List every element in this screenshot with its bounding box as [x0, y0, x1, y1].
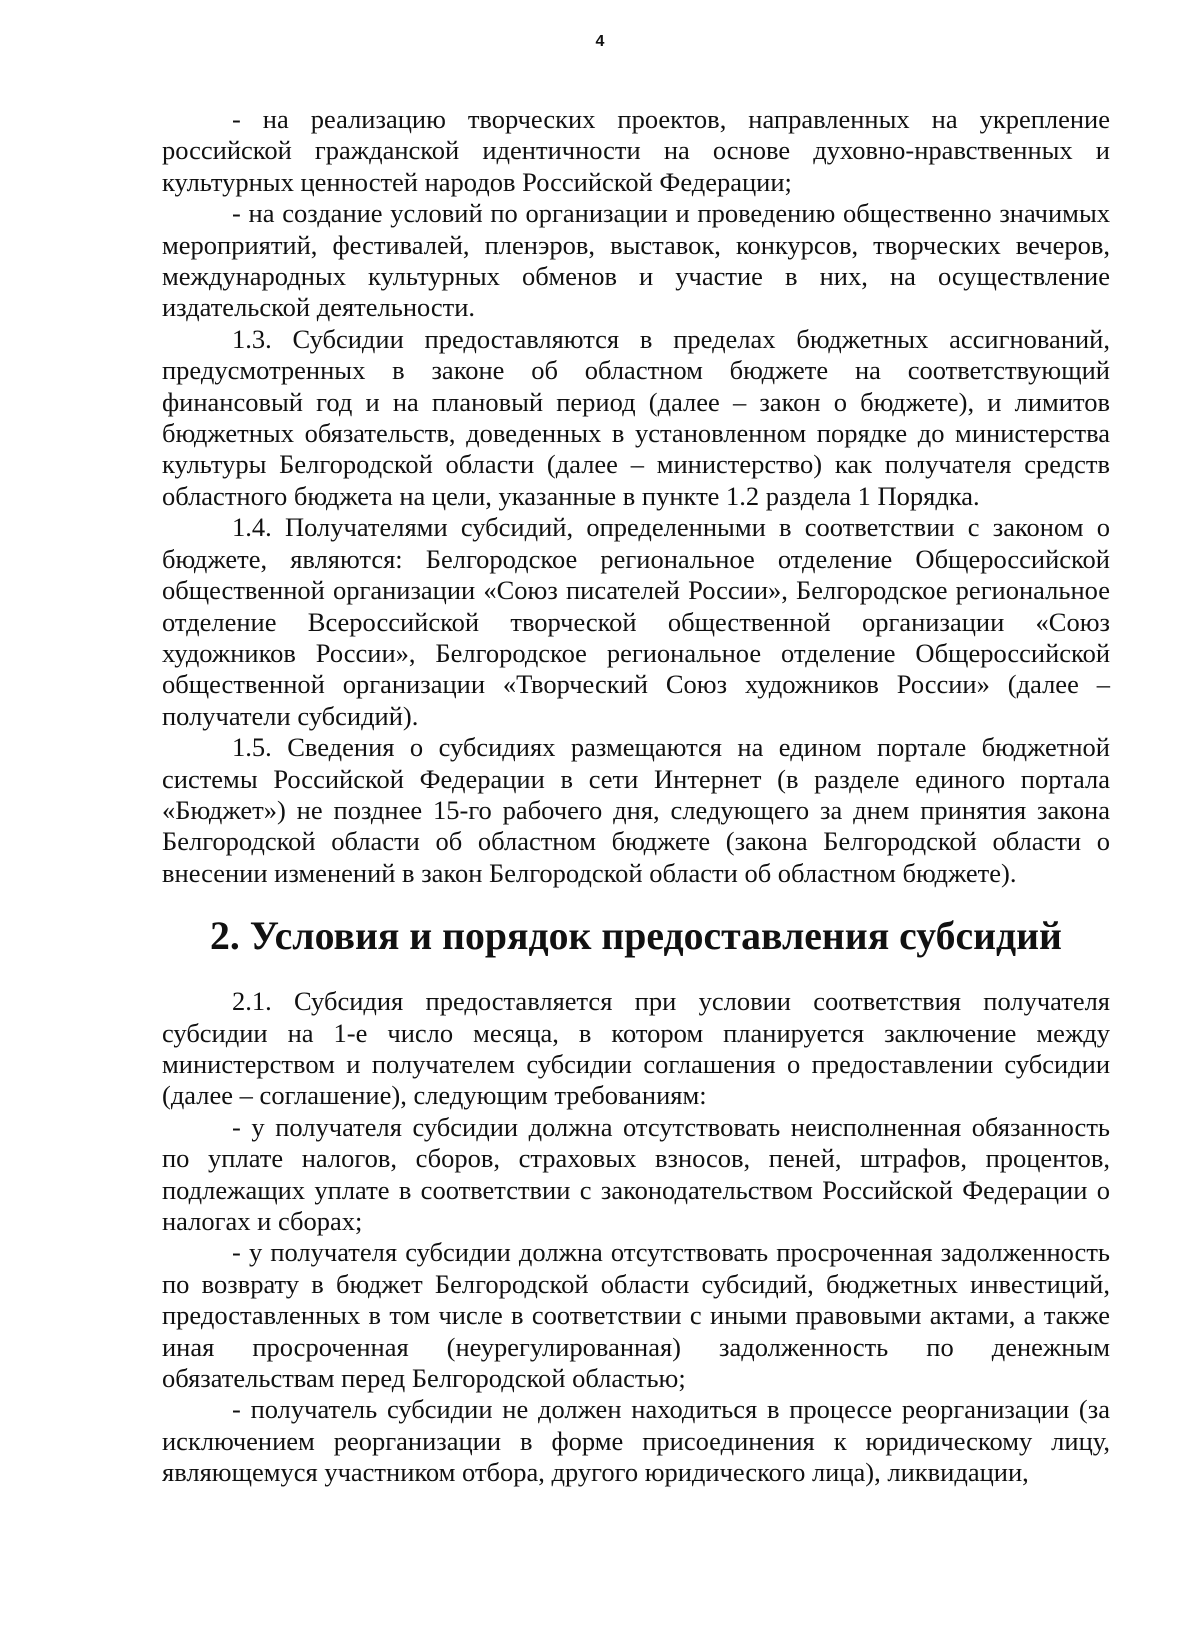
paragraph-tax-obligations: - у получателя субсидии должна отсутствовать неисполненная обязанность по уплате налогов, сборов, страховых взносов, пеней, штрафов, процентов, подлежащих уплате в соответствии с законодательством Российской Федерации о налогах и сборах;	[162, 1111, 1110, 1236]
paragraph-events-conditions: - на создание условий по организации и проведению общественно значимых мероприятий, фестивалей, пленэров, выставок, конкурсов, творческих вечеров, международных культурных обменов и участие в них, на осуществление издательской деятельности.	[162, 198, 1110, 323]
section-heading: 2. Условия и порядок предоставления субсидий	[210, 914, 1062, 959]
paragraph-1-4: 1.4. Получателями субсидий, определенными в соответствии с законом о бюджете, являются: Белгородское региональное отделение Общероссийской общественной организации «Союз писателей России», Белгородское региональное отделение Всероссийской творческой общественной организации «Союз художников России», Белгородское региональное отделение Общероссийской общественной организации «Творческий Союз художников России» (далее – получатели субсидий).	[162, 512, 1110, 731]
document-body	[162, 104, 1110, 1489]
paragraph-creative-projects: - на реализацию творческих проектов, направленных на укрепление российской гражданской идентичности на основе духовно-нравственных и культурных ценностей народов Российской Федерации;	[162, 104, 1110, 197]
paragraph-2-1: 2.1. Субсидия предоставляется при условии соответствия получателя субсидии на 1-е число месяца, в котором планируется заключение между министерством и получателем субсидии соглашения о предоставлении субсидии (далее – соглашение), следующим требованиям:	[162, 986, 1110, 1111]
paragraph-reorganization: - получатель субсидии не должен находиться в процессе реорганизации (за исключением реорганизации в форме присоединения к юридическому лицу, являющемуся участником отбора, другого юридического лица), ликвидации,	[162, 1394, 1110, 1488]
paragraph-overdue-debt: - у получателя субсидии должна отсутствовать просроченная задолженность по возврату в бюджет Белгородской области субсидий, бюджетных инвестиций, предоставленных в том числе в соответствии с иными правовыми актами, а также иная просроченная (неурегулированная) задолженность по денежным обязательствам перед Белгородской областью;	[162, 1237, 1110, 1394]
paragraph-1-5: 1.5. Сведения о субсидиях размещаются на едином портале бюджетной системы Российской Федерации в сети Интернет (в разделе единого портала «Бюджет») не позднее 15-го рабочего дня, следующего за днем принятия закона Белгородской области об областном бюджете (закона Белгородской области о внесении изменений в закон Белгородской области об областном бюджете).	[162, 732, 1110, 888]
page-number: 4	[595, 33, 605, 50]
paragraph-1-3: 1.3. Субсидии предоставляются в пределах бюджетных ассигнований, предусмотренных в законе об областном бюджете на соответствующий финансовый год и на плановый период (далее – закон о бюджете), и лимитов бюджетных обязательств, доведенных в установленном порядке до министерства культуры Белгородской области (далее – министерство) как получателя средств областного бюджета на цели, указанные в пункте 1.2 раздела 1 Порядка.	[162, 323, 1110, 511]
